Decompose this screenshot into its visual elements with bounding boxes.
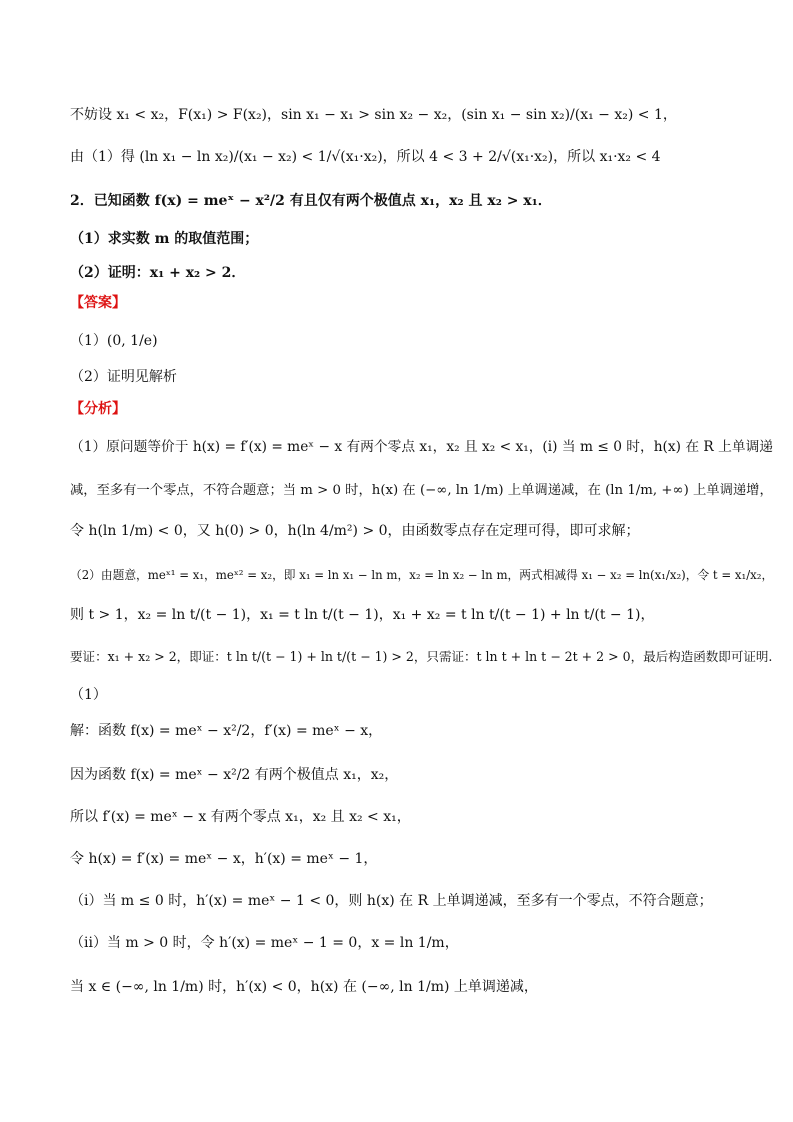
text-line: 令 h(x) = f′(x) = meˣ − x，h′(x) = meˣ − 1， [70,851,378,867]
text-line: （ii）当 m > 0 时，令 h′(x) = meˣ − 1 = 0，x = ln 1/m， [70,935,459,951]
text-line: 由（1）得 (ln x₁ − ln x₂)/(x₁ − x₂) < 1/√(x₁·x₂)，所以 4 < 3 + 2/√(x₁·x₂)，所以 x₁·x₂ < 4 [70,149,661,165]
solution-part-1: （1） [70,687,107,703]
question-2: （2）证明：x₁ + x₂ > 2． [70,265,246,281]
text-line: （i）当 m ≤ 0 时，h′(x) = meˣ − 1 < 0，则 h(x) 在 R 上单调递减，至多有一个零点，不符合题意； [70,893,713,909]
text-line: 要证：x₁ + x₂ > 2，即证：t ln t/(t − 1) + ln t/(t − 1) > 2，只需证：t ln t + ln t − 2t + 2 > 0，最后构造函数即可证明. [70,649,773,664]
text-line: 因为函数 f(x) = meˣ − x²/2 有两个极值点 x₁，x₂， [70,767,399,783]
answer-2: （2）证明见解析 [70,369,177,385]
text-line: 减，至多有一个零点，不符合题意；当 m > 0 时，h(x) 在 (−∞, ln 1/m) 上单调递减，在 (ln 1/m, +∞) 上单调递增， [70,483,773,498]
question-1: （1）求实数 m 的取值范围； [70,231,259,247]
analysis-heading: 【分析】 [70,401,126,417]
text-line: 所以 f′(x) = meˣ − x 有两个零点 x₁，x₂ 且 x₂ < x₁， [70,809,411,825]
text-line: （1）原问题等价于 h(x) = f′(x) = meˣ − x 有两个零点 x₁，x₂ 且 x₂ < x₁，(i) 当 m ≤ 0 时，h(x) 在 R 上单调递 [70,439,774,455]
text-line: 令 h(ln 1/m) < 0，又 h(0) > 0，h(ln 4/m²) > 0，由函数零点存在定理可得，即可求解； [70,523,640,539]
text-line: 不妨设 x₁ < x₂，F(x₁) > F(x₂)，sin x₁ − x₁ > sin x₂ − x₂，(sin x₁ − sin x₂)/(x₁ − x₂) < 1， [70,107,677,123]
problem-statement: 2．已知函数 f(x) = meˣ − x²/2 有且仅有两个极值点 x₁，x₂ 且 x₂ > x₁． [70,193,552,209]
answer-heading: 【答案】 [70,295,126,311]
answer-1: （1）(0, 1/e) [70,333,158,349]
text-line: 解：函数 f(x) = meˣ − x²/2，f′(x) = meˣ − x， [70,723,383,739]
text-line: （2）由题意，meˣ¹ = x₁，meˣ² = x₂，即 x₁ = ln x₁ − ln m，x₂ = ln x₂ − ln m，两式相减得 x₁ − x₂ = ln(x₁/x₂)，令 t = x₁/x₂， [70,568,774,582]
text-line: 则 t > 1，x₂ = ln t/(t − 1)，x₁ = t ln t/(t − 1)，x₁ + x₂ = t ln t/(t − 1) + ln t/(t − 1)， [70,607,655,623]
text-line: 当 x ∈ (−∞, ln 1/m) 时，h′(x) < 0，h(x) 在 (−∞, ln 1/m) 上单调递减， [70,979,538,995]
